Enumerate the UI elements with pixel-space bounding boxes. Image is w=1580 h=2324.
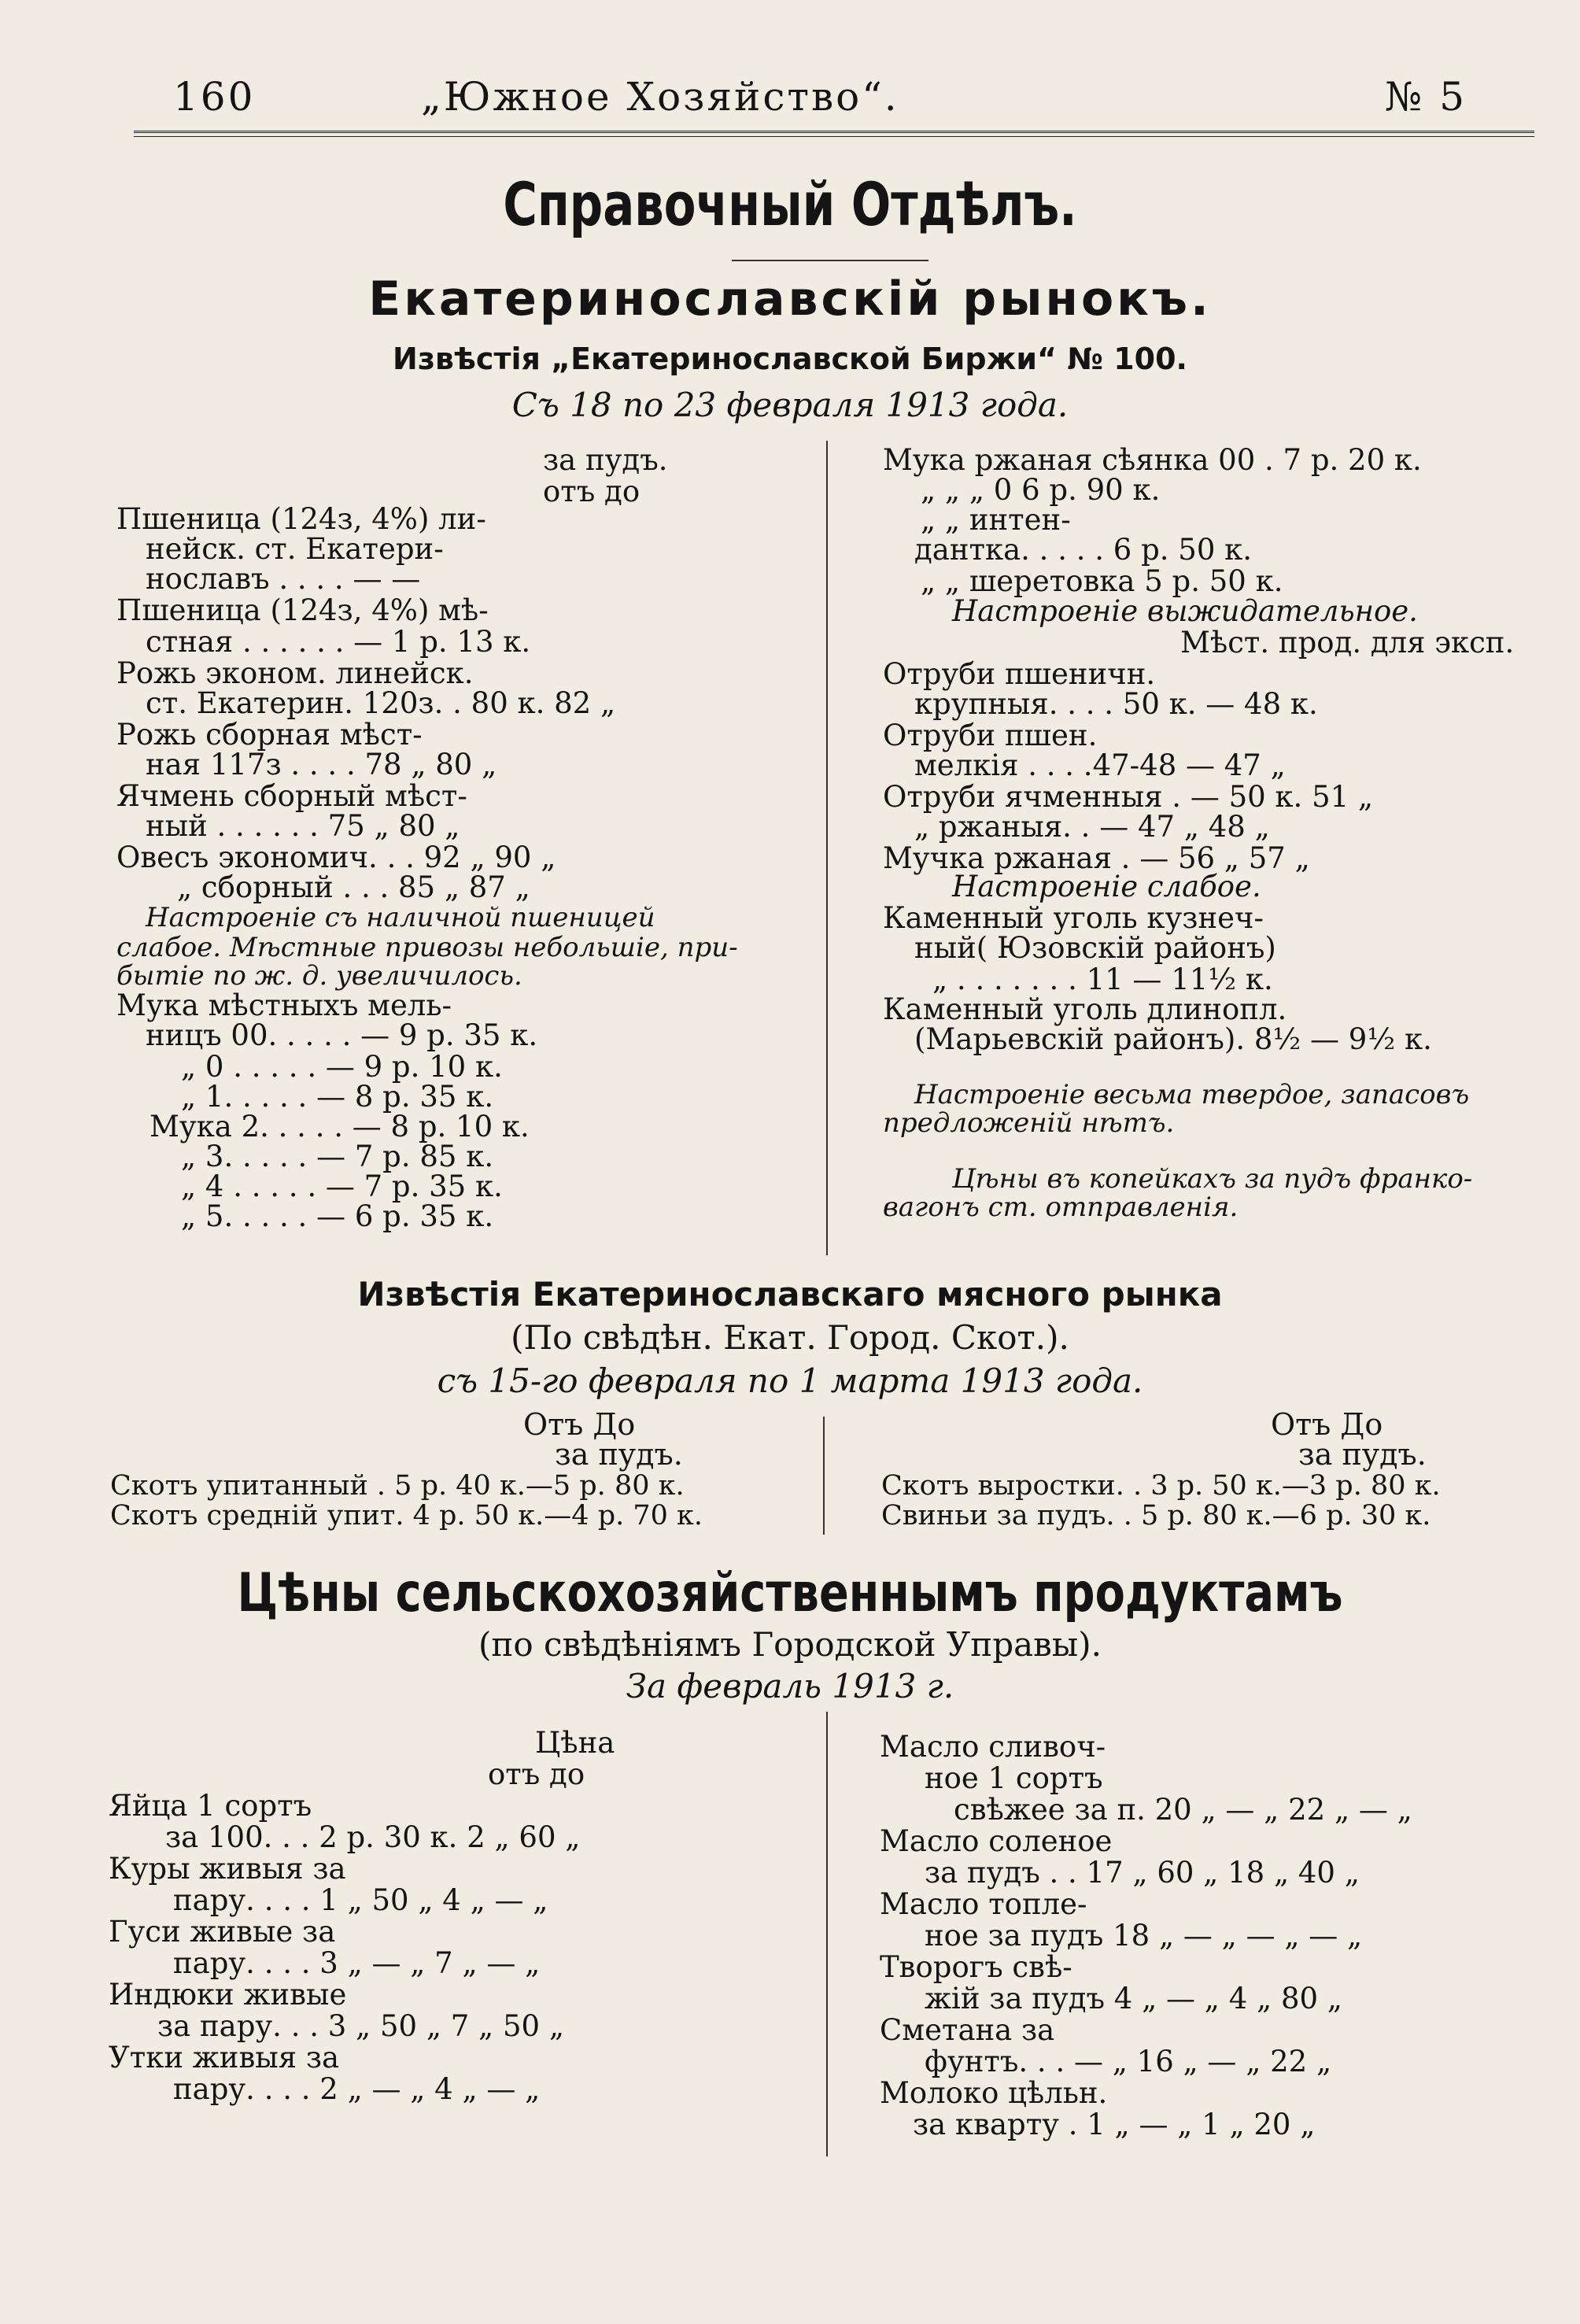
list-item: Каменный уголь длинопл.	[883, 992, 1287, 1026]
list-item: Отруби ячменныя . — 50 к. 51 „	[883, 780, 1374, 814]
table-row: Скотъ упитанный . 5 р. 40 к.—5 р. 80 к.	[110, 1470, 685, 1502]
list-item: ное 1 сортъ	[925, 1761, 1103, 1795]
list-item: дантка. . . . . 6 р. 50 к.	[914, 533, 1253, 567]
column-divider	[826, 1712, 828, 2156]
page-number: 160	[173, 74, 256, 120]
list-item: (Марьевскій районъ). 8½ — 9½ к.	[914, 1022, 1432, 1056]
products-title: Цѣны сельскохозяйственнымъ продуктамъ	[237, 1562, 1343, 1624]
list-item: Яйца 1 сортъ	[109, 1789, 312, 1823]
list-item: Пшеница (124з, 4%) ли-	[116, 502, 486, 536]
list-item: пару. . . . 1 „ 50 „ 4 „ — „	[173, 1883, 548, 1917]
section-title: Справочный Отдѣлъ.	[503, 169, 1077, 239]
list-item: Индюки живые	[109, 1978, 347, 2012]
list-item: Отруби пшеничн.	[883, 657, 1156, 691]
list-item: нейск. ст. Екатери-	[146, 532, 444, 566]
market-mood-note: Настроеніе съ наличной пшеницей	[146, 902, 655, 933]
meat-market-source: (По свѣдѣн. Екат. Город. Скот.).	[511, 1318, 1069, 1357]
list-item: Утки живыя за	[109, 2041, 340, 2075]
column-divider	[826, 441, 828, 1255]
list-item: Сметана за	[880, 2013, 1055, 2047]
running-header	[118, 74, 1487, 124]
meat-market-title: Извѣстія Екатеринославскаго мясного рынка	[357, 1275, 1223, 1313]
list-item: отъ до	[543, 475, 640, 508]
list-item: Молоко цѣльн.	[880, 2076, 1108, 2110]
list-item: Рожь сборная мѣст-	[116, 718, 423, 752]
list-item: ный . . . . . . 75 „ 80 „	[146, 809, 460, 843]
products-source: (по свѣдѣніямъ Городской Управы).	[478, 1625, 1102, 1664]
list-item: „ 3. . . . . — 7 р. 85 к.	[181, 1140, 494, 1173]
report-period: Съ 18 по 23 февраля 1913 года.	[511, 386, 1069, 424]
list-item: за кварту . 1 „ — „ 1 „ 20 „	[913, 2108, 1316, 2141]
list-item: за 100. . . 2 р. 30 к. 2 „ 60 „	[165, 1820, 581, 1854]
header-rule	[134, 131, 1534, 137]
products-period: За февраль 1913 г.	[626, 1667, 954, 1705]
exchange-source: Извѣстія „Екатеринославской Биржи“ № 100.	[393, 342, 1187, 376]
list-item: Отруби пшен.	[883, 719, 1098, 752]
market-mood-note: слабое. Мѣстные привозы небольшіе, при-	[116, 932, 738, 963]
list-item: крупныя. . . . 50 к. — 48 к.	[914, 687, 1318, 721]
column-header: за пудъ.	[555, 1437, 683, 1472]
market-mood-note: предложеній нѣтъ.	[883, 1107, 1175, 1139]
market-mood-note: Настроеніе выжидательное.	[952, 594, 1418, 628]
column-header: Мѣст. прод. для эксп.	[1180, 626, 1515, 660]
column-header: отъ до	[488, 1757, 585, 1791]
list-item: Мука 2. . . . . — 8 р. 10 к.	[150, 1110, 530, 1144]
list-item: Ячмень сборный мѣст-	[116, 779, 467, 813]
list-item: „ 5. . . . . — 6 р. 35 к.	[181, 1199, 494, 1233]
list-item: Мучка ржаная . — 56 „ 57 „	[883, 841, 1310, 875]
column-divider	[823, 1417, 825, 1535]
journal-title: „Южное Хозяйство“.	[421, 74, 899, 120]
market-mood-note: Настроеніе весьма твердое, запасовъ	[914, 1079, 1470, 1110]
list-item: за пудъ.	[543, 443, 668, 477]
column-header: за пудъ.	[1298, 1437, 1427, 1472]
price-note: Цѣны въ копейкахъ за пудъ франко-	[952, 1163, 1473, 1195]
list-item: Творогъ свѣ-	[880, 1950, 1072, 1984]
list-item: „ „ интен-	[921, 503, 1071, 537]
list-item: „ „ „ 0 6 р. 90 к.	[921, 473, 1161, 507]
list-item: пару. . . . 2 „ — „ 4 „ — „	[173, 2072, 541, 2106]
list-item: „ сборный . . . 85 „ 87 „	[177, 870, 530, 904]
list-item: стная . . . . . . — 1 р. 13 к.	[146, 625, 531, 659]
market-mood-note: бытіе по ж. д. увеличилось.	[116, 960, 522, 992]
market-title: Екатеринославскій рынокъ.	[368, 272, 1212, 327]
list-item: Овесъ экономич. . . 92 „ 90 „	[116, 841, 556, 874]
market-mood-note: Настроеніе слабое.	[952, 870, 1261, 903]
list-item: пару. . . . 3 „ — „ 7 „ — „	[173, 1946, 541, 1980]
list-item: Рожь эконом. линейск.	[116, 656, 474, 690]
list-item: „ 1. . . . . — 8 р. 35 к.	[181, 1080, 494, 1114]
list-item: свѣжее за п. 20 „ — „ 22 „ — „	[954, 1793, 1412, 1827]
meat-market-period: съ 15-го февраля по 1 марта 1913 года.	[437, 1362, 1143, 1400]
table-row: Скотъ выростки. . 3 р. 50 к.—3 р. 80 к.	[881, 1470, 1441, 1502]
list-item: нославъ . . . . — —	[146, 562, 421, 596]
list-item: ницъ 00. . . . . — 9 р. 35 к.	[146, 1018, 538, 1052]
price-note: вагонъ ст. отправленія.	[883, 1192, 1239, 1223]
list-item: Каменный уголь кузнеч-	[883, 901, 1264, 935]
list-item: Масло топле-	[880, 1887, 1087, 1921]
list-item: за пудъ . . 17 „ 60 „ 18 „ 40 „	[925, 1856, 1360, 1890]
list-item: Мука ржаная сѣянка 00 . 7 р. 20 к.	[883, 443, 1422, 477]
table-row: Скотъ средній упит. 4 р. 50 к.—4 р. 70 к.	[110, 1500, 703, 1531]
list-item: „ ржаныя. . — 47 „ 48 „	[914, 810, 1270, 844]
list-item: ная 117з . . . . 78 „ 80 „	[146, 748, 497, 781]
list-item: ст. Екатерин. 120з. . 80 к. 82 „	[146, 686, 616, 720]
column-header: Отъ До	[1271, 1407, 1383, 1442]
table-row: Свиньи за пудъ. . 5 р. 80 к.—6 р. 30 к.	[881, 1500, 1431, 1531]
list-item: „ 0 . . . . . — 9 р. 10 к.	[181, 1050, 503, 1084]
list-item: „ 4 . . . . . — 7 р. 35 к.	[181, 1169, 503, 1203]
list-item: Куры живыя за	[109, 1852, 346, 1886]
column-header: Цѣна	[535, 1726, 615, 1760]
list-item: фунтъ. . . — „ 16 „ — „ 22 „	[925, 2045, 1332, 2078]
list-item: Пшеница (124з, 4%) мѣ-	[116, 593, 489, 627]
list-item: Гуси живые за	[109, 1915, 336, 1949]
list-item: за пару. . . 3 „ 50 „ 7 „ 50 „	[157, 2009, 564, 2043]
list-item: ное за пудъ 18 „ — „ — „ — „	[925, 1919, 1363, 1953]
issue-number: № 5	[1385, 74, 1467, 120]
list-item: „ . . . . . . . 11 — 11½ к.	[932, 962, 1273, 996]
title-rule	[732, 260, 928, 261]
list-item: Масло сливоч-	[880, 1730, 1106, 1764]
list-item: жій за пудъ 4 „ — „ 4 „ 80 „	[925, 1982, 1342, 2015]
list-item: ный( Юзовскій районъ)	[914, 931, 1276, 965]
list-item: „ „ шеретовка 5 р. 50 к.	[921, 564, 1283, 598]
list-item: Мука мѣстныхъ мель-	[116, 988, 452, 1022]
list-item: Масло соленое	[880, 1824, 1113, 1858]
list-item: мелкія . . . .47-48 — 47 „	[914, 748, 1286, 782]
column-header: Отъ До	[523, 1407, 636, 1442]
